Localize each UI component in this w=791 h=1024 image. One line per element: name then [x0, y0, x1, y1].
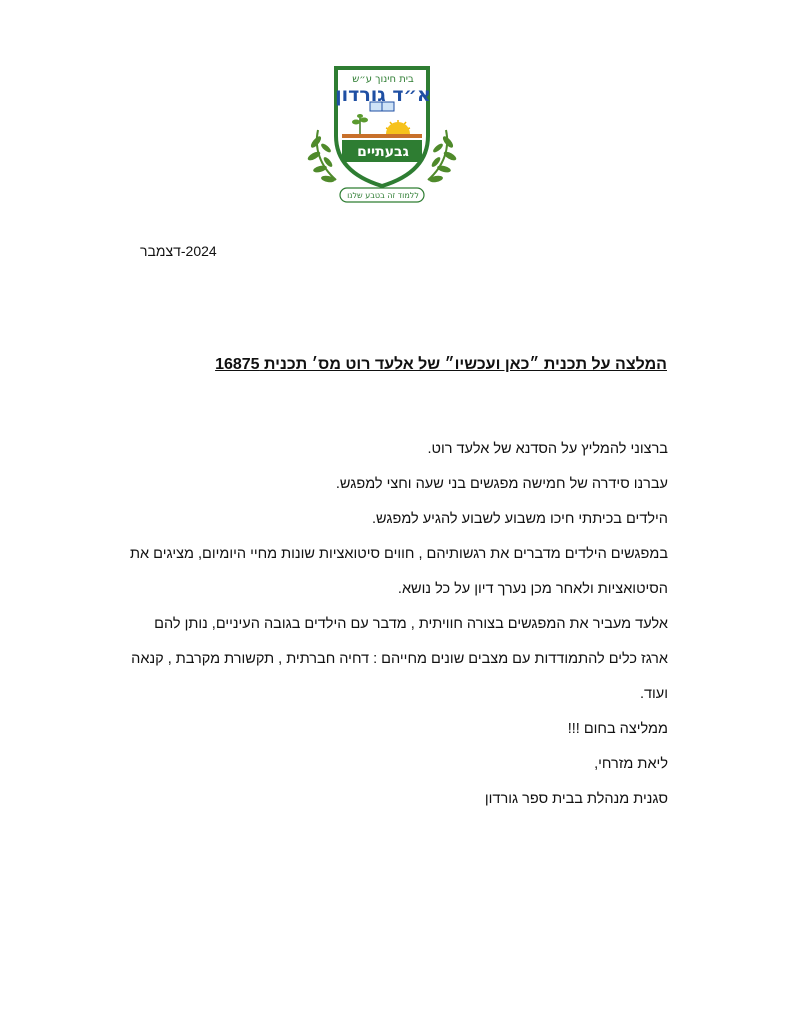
letter-body [126, 432, 668, 817]
logo-slogan: ללמוד זה בטבע שלנו [347, 191, 419, 200]
signature-name: ליאת מזרחי, [594, 756, 668, 772]
letter-date: 2024-דצמבר [140, 243, 217, 259]
paragraph-recommend: ממליצה בחום !!! [567, 721, 668, 737]
school-logo [306, 62, 458, 210]
letter-heading: המלצה על תכנית ״כאן ועכשיו״ של אלעד רוט מס׳ תכנית 16875 [215, 356, 667, 373]
paragraph-series: עברנו סידרה של חמישה מפגשים בני שעה וחצי למפגש. [335, 476, 668, 492]
logo-school-name: א״ד גורדון [335, 84, 431, 106]
logo-city: גבעתיים [357, 144, 409, 160]
paragraph-kids-waited: הילדים בכיתתי חיכו משבוע לשבוע להגיע למפגש. [372, 511, 668, 527]
paragraph-facilitator: אלעד מעביר את המפגשים בצורה חוויתית , מדבר עם הילדים בגובה העיניים, נותן להם ארגז כלים להתמודדות עם מצבים שונים מחייהם : דחיה חברתית , תקשורת מקרבת , קנאה ועוד. [131, 616, 668, 702]
paragraph-sessions-content: במפגשים הילדים מדברים את רגשותיהם , חווים סיטואציות שונות מחיי היומיום, מציגים את הסיטואציות ולאחר מכן נערך דיון על כל נושא. [130, 546, 668, 597]
paragraph-intro: ברצוני להמליץ על הסדנא של אלעד רוט. [427, 441, 668, 457]
logo-top-line: בית חינוך ע״ש [352, 74, 414, 85]
signature-title: סגנית מנהלת בבית ספר גורדון [484, 791, 668, 807]
